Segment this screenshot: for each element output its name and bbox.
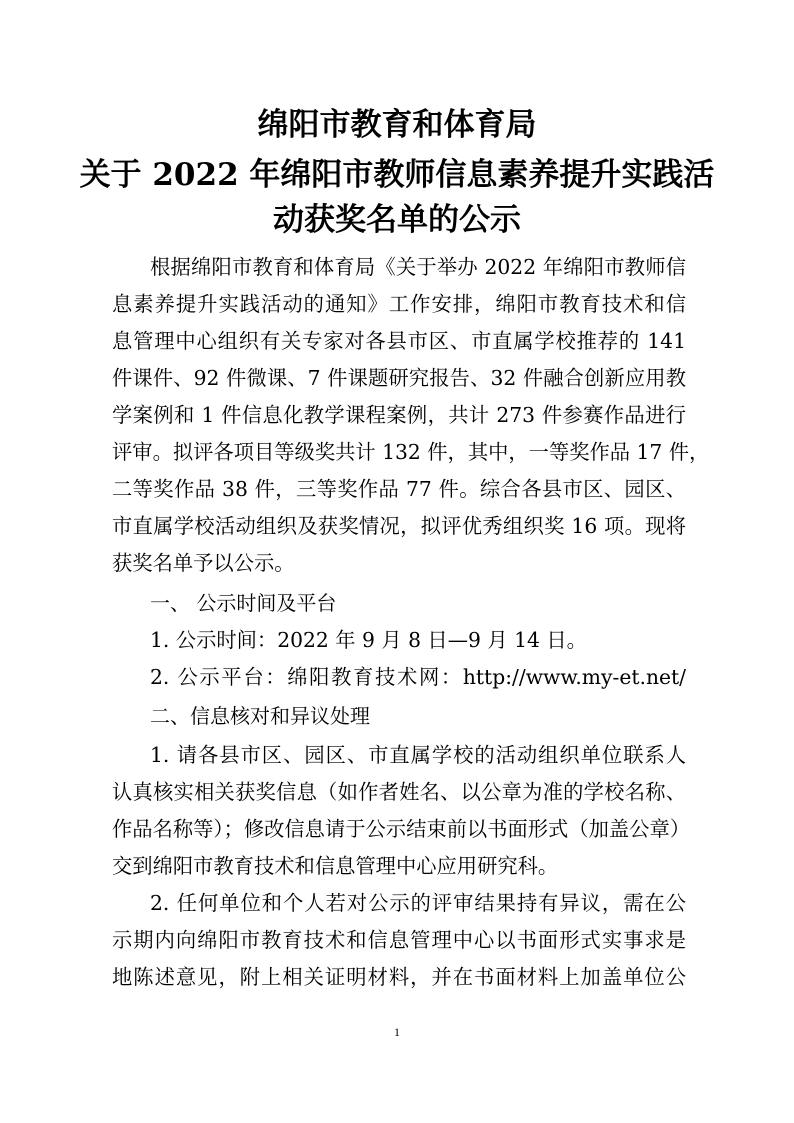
title-line-1: 绵阳市教育和体育局 [257, 107, 537, 143]
intro-line: 息素养提升实践活动的通知》工作安排，绵阳市教育技术和信 [112, 292, 686, 316]
paragraph-line: 作品名称等）；修改信息请于公示结束前以书面形式（加盖公章） [112, 817, 691, 841]
paragraph-line: 1. 请各县市区、园区、市直属学校的活动组织单位联系人 [150, 743, 686, 767]
section-1-item-platform: 2. 公示平台：绵阳教育技术网：http://www.my-et.net/ [150, 665, 686, 689]
intro-line: 件课件、92 件微课、7 件课题研究报告、32 件融合创新应用教 [112, 366, 686, 390]
section-1-item-time: 1. 公示时间：2022 年 9 月 8 日—9 月 14 日。 [150, 628, 587, 652]
section-1-heading: 一、 公示时间及平台 [150, 591, 337, 615]
intro-line: 市直属学校活动组织及获奖情况，拟评优秀组织奖 16 项。现将 [112, 514, 686, 538]
intro-line: 学案例和 1 件信息化教学课程案例，共计 273 件参赛作品进行 [112, 403, 686, 427]
intro-line: 获奖名单予以公示。 [112, 551, 295, 575]
paragraph-line: 地陈述意见，附上相关证明材料，并在书面材料上加盖单位公 [112, 965, 686, 989]
intro-line: 息管理中心组织有关专家对各县市区、市直属学校推荐的 141 [112, 329, 686, 353]
section-2-heading: 二、信息核对和异议处理 [150, 704, 370, 728]
page-number: 1 [394, 1025, 400, 1039]
paragraph-line: 交到绵阳市教育技术和信息管理中心应用研究科。 [112, 854, 559, 878]
paragraph-line: 2. 任何单位和个人若对公示的评审结果持有异议，需在公 [150, 891, 686, 915]
intro-line: 根据绵阳市教育和体育局《关于举办 2022 年绵阳市教师信 [150, 255, 686, 279]
paragraph-line: 示期内向绵阳市教育技术和信息管理中心以书面形式实事求是 [112, 928, 686, 952]
paragraph-line: 认真核实相关获奖信息（如作者姓名、以公章为准的学校名称、 [112, 780, 686, 804]
title-line-3: 动获奖名单的公示 [273, 202, 521, 238]
title-line-2: 关于 2022 年绵阳市教师信息素养提升实践活 [79, 157, 715, 193]
intro-line: 评审。拟评各项目等级奖共计 132 件，其中，一等奖作品 17 件， [112, 440, 710, 464]
intro-line: 二等奖作品 38 件，三等奖作品 77 件。综合各县市区、园区、 [112, 477, 686, 501]
